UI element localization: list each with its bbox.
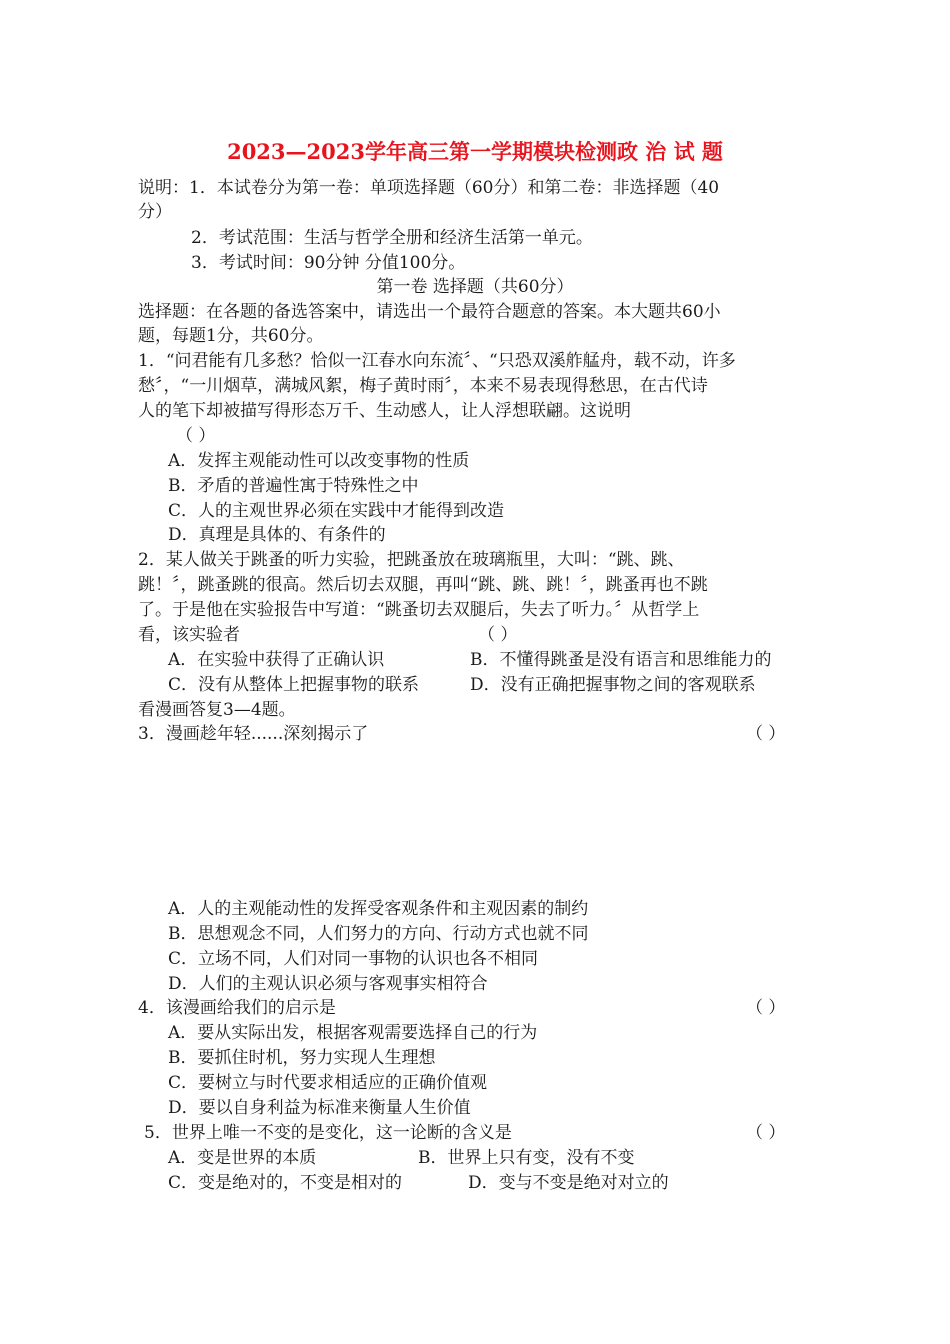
q3-answer-blank: （ ）	[746, 724, 786, 744]
q3-stem: 3．漫画趁年轻......深刻揭示了	[138, 724, 369, 744]
q5-option-d: D．变与不变是绝对对立的	[468, 1173, 669, 1193]
q1-option-d: D．真理是具体的、有条件的	[168, 525, 386, 545]
section-intro-line-1: 选择题：在各题的备选答案中，请选出一个最符合题意的答案。本大题共60小	[138, 302, 721, 322]
q3-option-b: B．思想观念不同，人们努力的方向、行动方式也就不同	[168, 924, 589, 944]
q5-option-c: C．变是绝对的，不变是相对的	[168, 1173, 403, 1193]
instructions-line-4: 3．考试时间：90分钟 分值100分。	[191, 253, 466, 273]
q2-option-d: D．没有正确把握事物之间的客观联系	[470, 675, 756, 695]
q2-option-c: C．没有从整体上把握事物的联系	[168, 675, 420, 695]
instructions-line-3: 2．考试范围：生活与哲学全册和经济生活第一单元。	[191, 228, 593, 248]
q1-option-c: C．人的主观世界必须在实践中才能得到改造	[168, 501, 505, 521]
q4-option-c: C．要树立与时代要求相适应的正确价值观	[168, 1073, 488, 1093]
instructions-line-1: 说明：1．本试卷分为第一卷：单项选择题（60分）和第二卷：非选择题（40	[138, 178, 720, 198]
q1-stem-line-3: 人的笔下却被描写得形态万千、生动感人，让人浮想联翩。这说明	[138, 401, 631, 421]
q2-option-b: B．不懂得跳蚤是没有语言和思维能力的	[470, 650, 772, 670]
section-title: 第一卷 选择题（共60分）	[376, 277, 574, 297]
q2-answer-blank: （ ）	[478, 625, 518, 645]
document-title: 2023—2023学年高三第一学期模块检测政 治 试 题	[227, 139, 723, 164]
q1-stem-line-1: 1．“问君能有几多愁？恰似一江春水向东流〞、“只恐双溪舴艋舟，载不动，许多	[138, 351, 736, 371]
q5-option-b: B．世界上只有变，没有不变	[418, 1148, 635, 1168]
section-intro-line-2: 题，每题1分，共60分。	[138, 326, 324, 346]
q2-stem-line-2: 跳！〞，跳蚤跳的很高。然后切去双腿，再叫“跳、跳、跳！〞，跳蚤再也不跳	[138, 575, 708, 595]
q4-option-b: B．要抓住时机，努力实现人生理想	[168, 1048, 436, 1068]
q4-option-d: D．要以自身利益为标准来衡量人生价值	[168, 1098, 471, 1118]
q2-stem-line-3: 了。于是他在实验报告中写道：“跳蚤切去双腿后，失去了听力。〞从哲学上	[138, 600, 700, 620]
q2-stem-line-4: 看，该实验者	[138, 625, 240, 645]
q3-option-a: A．人的主观能动性的发挥受客观条件和主观因素的制约	[168, 899, 589, 919]
q1-answer-blank: （ ）	[176, 426, 216, 446]
q4-stem: 4．该漫画给我们的启示是	[138, 998, 336, 1018]
q1-option-a: A．发挥主观能动性可以改变事物的性质	[168, 451, 470, 471]
cartoon-note: 看漫画答复3—4题。	[138, 700, 296, 720]
q2-option-a: A．在实验中获得了正确认识	[168, 650, 385, 670]
instructions-line-2: 分）	[138, 202, 172, 222]
q3-option-d: D．人们的主观认识必须与客观事实相符合	[168, 974, 488, 994]
q5-answer-blank: （ ）	[746, 1123, 786, 1143]
q5-stem: 5．世界上唯一不变的是变化，这一论断的含义是	[144, 1123, 512, 1143]
q5-option-a: A．变是世界的本质	[168, 1148, 317, 1168]
q4-option-a: A．要从实际出发，根据客观需要选择自己的行为	[168, 1023, 538, 1043]
q4-answer-blank: （ ）	[746, 998, 786, 1018]
q1-stem-line-2: 愁〞，“一川烟草，满城风絮，梅子黄时雨〞，本来不易表现得愁思，在古代诗	[138, 376, 708, 396]
q3-option-c: C．立场不同，人们对同一事物的认识也各不相同	[168, 949, 539, 969]
q2-stem-line-1: 2．某人做关于跳蚤的听力实验，把跳蚤放在玻璃瓶里，大叫：“跳、跳、	[138, 550, 685, 570]
q1-option-b: B．矛盾的普遍性寓于特殊性之中	[168, 476, 419, 496]
